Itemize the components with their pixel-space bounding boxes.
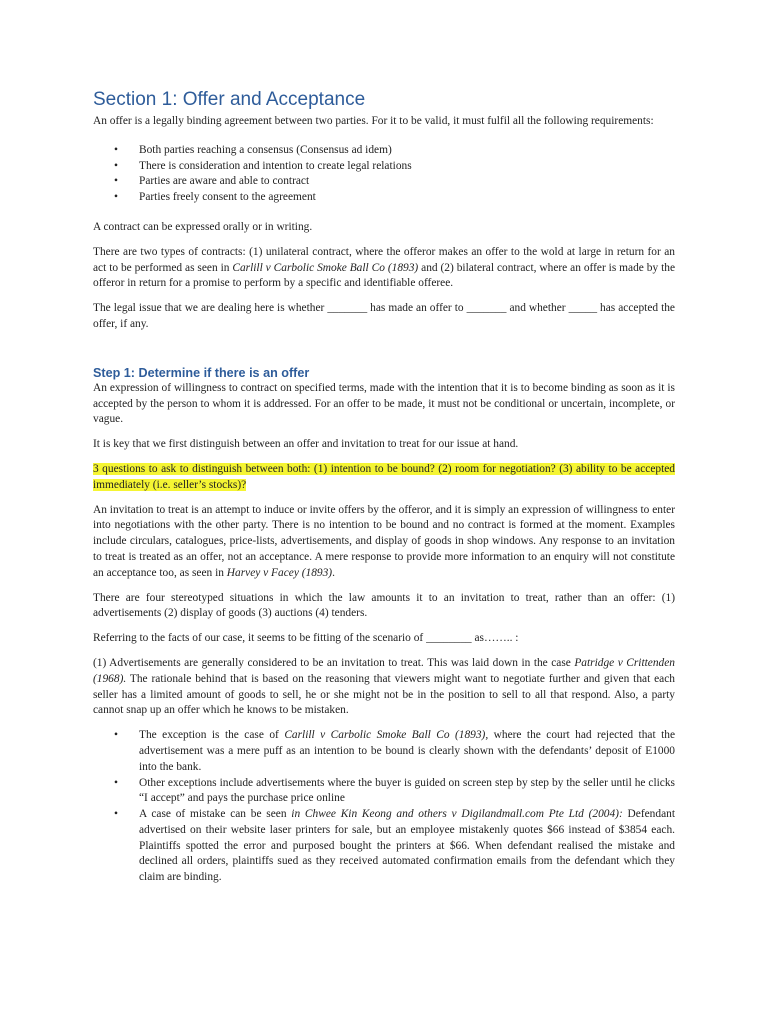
exceptions-list <box>93 728 675 886</box>
invitation-to-treat-paragraph: An invitation to treat is an attempt to induce or invite offers by the offeror, and it is simply an expression of willingness to enter into negotiations with the other party. There is no intention to be bound and no contract is formed at the moment. Examples include circulars, catalogues, price-lists, advertisements, and display of goods in shop windows. Any response to an invitation to treat is treated as an offer, not an acceptance. A mere response to provide more information to an enquiry will not constitute an acceptance too, as seen in Harvey v Facey (1893). <box>93 503 675 579</box>
expressed-paragraph: A contract can be expressed orally or in writing. <box>93 220 313 233</box>
list-item: • Parties are aware and able to contract <box>93 174 675 190</box>
bullet-icon: • <box>114 159 118 172</box>
list-item: • There is consideration and intention to create legal relations <box>93 159 675 175</box>
questions-paragraph <box>93 462 675 494</box>
bullet-icon: • <box>114 191 118 204</box>
case-citation: in Chwee Kin Keong and others v Digilandmall.com Pte Ltd (2004): <box>291 808 623 821</box>
case-citation: Patridge v Crittenden (1968). <box>93 656 675 685</box>
referring-paragraph: Referring to the facts of our case, it seems to be fitting of the scenario of ________ as…….. : <box>93 632 519 645</box>
case-citation: Carlill v Carbolic Smoke Ball Co (1893) <box>232 261 419 274</box>
case-citation: Carlill v Carbolic Smoke Ball Co (1893), <box>284 729 489 742</box>
section-title: Section 1: Offer and Acceptance <box>93 89 366 110</box>
list-item: • A case of mistake can be seen in Chwee Kin Keong and others v Digilandmall.com Pte Ltd (2004): Defendant advertised on their website laser printers for sale, but an employee mistakenly quotes $66 instead of $3854 each. Plaintiffs spotted the error and purposed bought the printers at $66. When defendant realised the mistake and declined all orders, plaintiffs sued as they received automated confirmation emails from the defendant which they claim are binding. <box>114 808 675 884</box>
requirements-list <box>93 143 675 206</box>
four-situations-paragraph: There are four stereotyped situations in which the law amounts it to an invitation to treat, rather than an offer: (1) advertisements (2) display of goods (3) auctions (4) tenders. <box>93 591 675 620</box>
contract-types-paragraph: There are two types of contracts: (1) unilateral contract, where the offeror makes an offer to the wold at large in return for an act to be performed as seen in Carlill v Carbolic Smoke Ball Co (1893) and (2) bilateral contract, where an offer is made by the offeror in return for a promise to perform by a specific and identifiable offeree. <box>93 245 675 290</box>
intro-paragraph: An offer is a legally binding agreement between two parties. For it to be valid, it must fulfil all the following requirements: <box>93 115 654 127</box>
highlighted-text: 3 questions to ask to distinguish between both: (1) intention to be bound? (2) room for negotiation? (3) ability to be accepted immediately (i.e. seller’s stocks)? <box>93 462 675 491</box>
case-citation: Harvey v Facey (1893) <box>226 566 333 579</box>
list-item: • The exception is the case of Carlill v Carbolic Smoke Ball Co (1893), where the court had rejected that the advertisement was a mere puff as an intention to be bound is clearly shown with the defendants’ deposit of E1000 into the bank. <box>114 729 676 773</box>
list-item: • Parties freely consent to the agreement <box>93 190 675 206</box>
bullet-icon: • <box>114 729 118 742</box>
advertisements-paragraph: (1) Advertisements are generally considered to be an invitation to treat. This was laid down in the case Patridge v Crittenden (1968). The rationale behind that is based on the reasoning that viewers might want to negotiate further and given that each seller has a limited amount of goods to sell, he or she might not be in the position to sell to all that respond. Also, a party cannot snap up an offer which he knows to be mistaken. <box>93 656 675 717</box>
document-page <box>93 88 675 897</box>
legal-issue-paragraph: The legal issue that we are dealing here is whether _______ has made an offer to _______ and whether _____ has accepted the offer, if any. <box>93 302 675 330</box>
bullet-icon: • <box>114 175 118 188</box>
bullet-icon: • <box>114 776 118 789</box>
list-item: • Other exceptions include advertisements where the buyer is guided on screen step by step by the seller until he clicks “I accept” and pays the purchase price online <box>114 776 675 805</box>
offer-definition-paragraph: An expression of willingness to contract on specified terms, made with the intention that it is to become binding as soon as it is accepted by the person to whom it is addressed. For an offer to be made, it must not be conditional or uncertain, incomplete, or vague. <box>93 381 675 426</box>
key-paragraph: It is key that we first distinguish between an offer and invitation to treat for our issue at hand. <box>93 438 519 451</box>
bullet-icon: • <box>114 143 118 156</box>
step1-heading: Step 1: Determine if there is an offer <box>93 365 310 380</box>
list-item: • Both parties reaching a consensus (Consensus ad idem) <box>93 143 675 159</box>
bullet-icon: • <box>114 808 118 821</box>
